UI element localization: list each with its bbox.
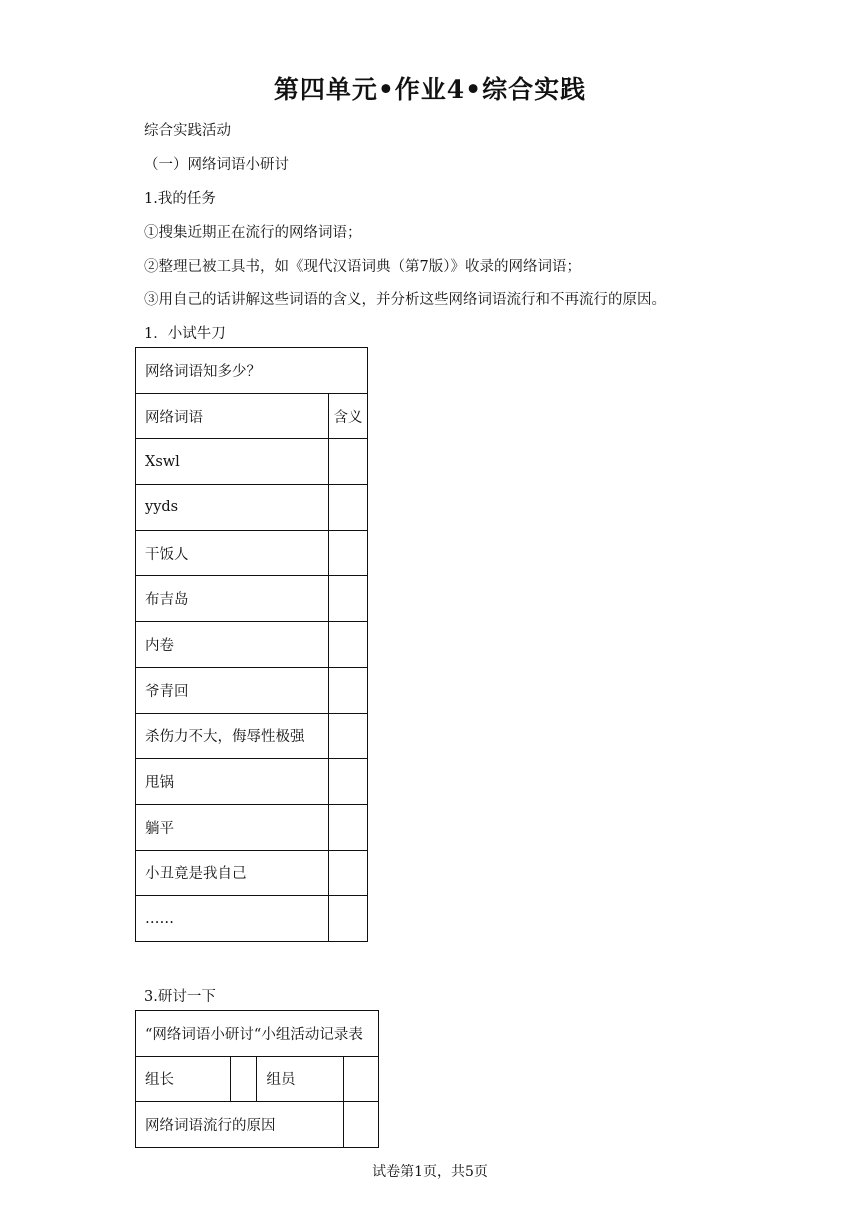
meaning-blank[interactable] (329, 530, 368, 576)
record-table-caption: “网络词语小研讨“小组活动记录表 (136, 1011, 379, 1057)
table-row (136, 1102, 379, 1148)
table-row (136, 530, 368, 576)
reason-label: 网络词语流行的原因 (136, 1102, 344, 1148)
leader-label: 组长 (136, 1056, 231, 1102)
word-cell: 干饭人 (136, 530, 329, 576)
table-row (136, 713, 368, 759)
task-heading: 1.我的任务 (144, 191, 216, 207)
meaning-blank[interactable] (329, 804, 368, 850)
column-header-word: 网络词语 (136, 393, 329, 439)
task-item-3: ③用自己的话讲解这些词语的含义，并分析这些网络词语流行和不再流行的原因。 (144, 292, 666, 308)
table-row (136, 850, 368, 896)
meaning-blank[interactable] (329, 485, 368, 531)
task-item-2: ②整理已被工具书，如《现代汉语词典（第7版）》收录的网络词语； (144, 259, 581, 275)
discuss-heading: 3.研讨一下 (144, 989, 216, 1005)
word-cell: 甩锅 (136, 759, 329, 805)
word-cell: Xswl (136, 439, 329, 485)
word-cell: 躺平 (136, 804, 329, 850)
table-row (136, 622, 368, 668)
meaning-blank[interactable] (329, 850, 368, 896)
table-row (136, 1011, 379, 1057)
table-row (136, 896, 368, 942)
meaning-blank[interactable] (329, 759, 368, 805)
word-cell: 小丑竟是我自己 (136, 850, 329, 896)
meaning-blank[interactable] (329, 713, 368, 759)
meaning-blank[interactable] (329, 622, 368, 668)
reason-blank[interactable] (343, 1102, 378, 1148)
table-row (136, 439, 368, 485)
member-label: 组员 (257, 1056, 343, 1102)
word-cell: 内卷 (136, 622, 329, 668)
word-cell: …… (136, 896, 329, 942)
page-footer: 试卷第1页，共5页 (372, 1164, 488, 1180)
leader-blank[interactable] (230, 1056, 257, 1102)
words-table-caption: 网络词语知多少？ (136, 348, 368, 394)
word-cell: 杀伤力不大，侮辱性极强 (136, 713, 329, 759)
page-title: 第四单元•作业4•综合实践 (273, 75, 587, 104)
table-row (136, 393, 368, 439)
meaning-blank[interactable] (329, 576, 368, 622)
table-row (136, 576, 368, 622)
table-row (136, 348, 368, 394)
member-blank[interactable] (343, 1056, 378, 1102)
table-row (136, 804, 368, 850)
table-row (136, 485, 368, 531)
table-row (136, 1056, 379, 1102)
record-table (135, 1010, 379, 1148)
task-item-1: ①搜集近期正在流行的网络词语； (144, 225, 362, 241)
column-header-meaning: 含义 (329, 393, 368, 439)
meaning-blank[interactable] (329, 439, 368, 485)
trial-heading: 1．小试牛刀 (144, 326, 226, 342)
table-row (136, 759, 368, 805)
meaning-blank[interactable] (329, 896, 368, 942)
table-row (136, 667, 368, 713)
words-table (135, 347, 368, 942)
word-cell: 爷青回 (136, 667, 329, 713)
section-heading: （一）网络词语小研讨 (144, 157, 289, 173)
meaning-blank[interactable] (329, 667, 368, 713)
activity-heading: 综合实践活动 (144, 123, 231, 139)
word-cell: 布吉岛 (136, 576, 329, 622)
word-cell: yyds (136, 485, 329, 531)
